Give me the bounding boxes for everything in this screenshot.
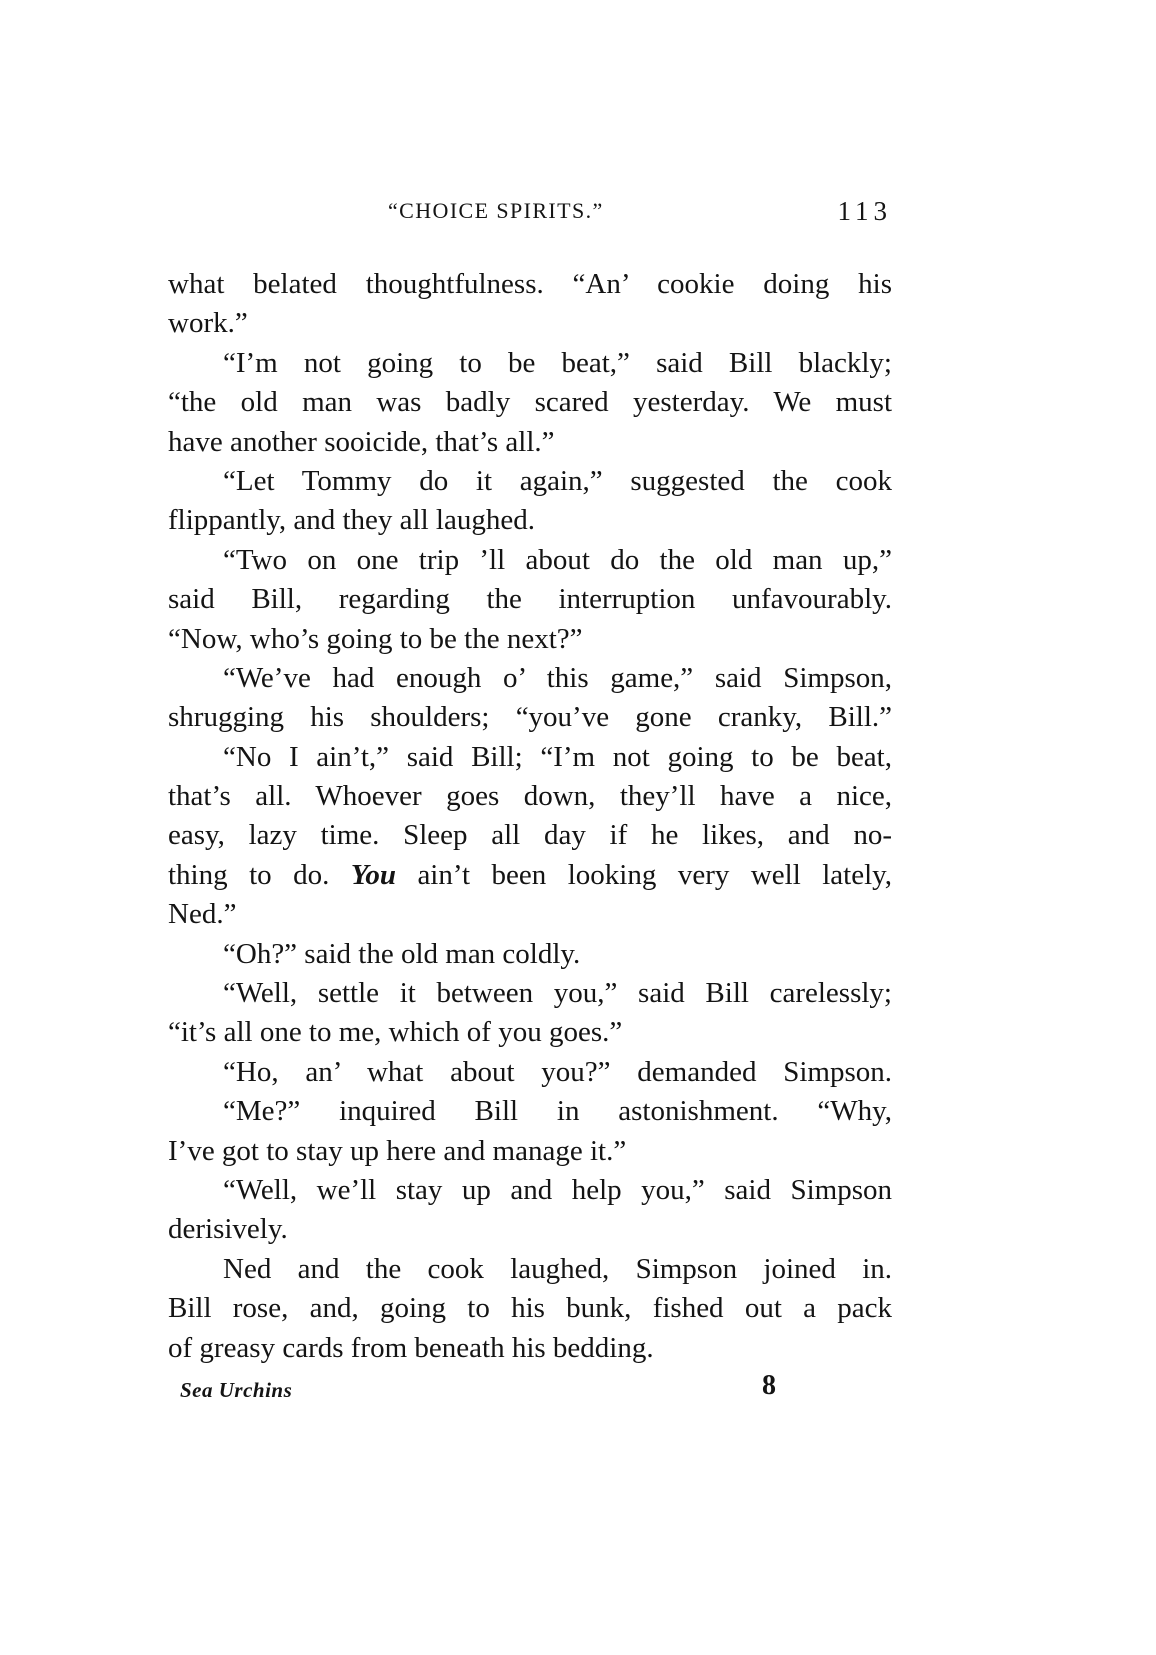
text-line: “it’s all one to me, which of you goes.” xyxy=(168,1016,623,1049)
signature-mark-title: Sea Urchins xyxy=(180,1378,293,1402)
text-line: Ned.” xyxy=(168,898,237,931)
text-line: have another sooicide, that’s all.” xyxy=(168,425,555,458)
running-title: “CHOICE SPIRITS.” xyxy=(388,198,604,223)
text-line: shrugging his shoulders; “you’ve gone cranky, Bill.” xyxy=(168,701,892,734)
text-line: Bill rose, and, going to his bunk, fished out a pack xyxy=(168,1292,892,1325)
text-line: “Now, who’s going to be the next?” xyxy=(168,622,583,655)
text-line: “Me?” inquired Bill in astonishment. “Why, xyxy=(223,1095,892,1128)
text-segment: thing to do. xyxy=(168,858,351,891)
body-text xyxy=(168,265,892,1368)
text-line: I’ve got to stay up here and manage it.” xyxy=(168,1134,627,1167)
text-line: “Let Tommy do it again,” suggested the cook xyxy=(223,464,892,497)
text-line: “Well, we’ll stay up and help you,” said Simpson xyxy=(223,1173,892,1206)
text-line: of greasy cards from beneath his bedding. xyxy=(168,1331,654,1364)
text-line: “I’m not going to be beat,” said Bill blackly; xyxy=(223,346,892,379)
text-line: “Oh?” said the old man coldly. xyxy=(223,937,581,970)
text-line: “Two on one trip ’ll about do the old man up,” xyxy=(223,543,892,576)
text-line: easy, lazy time. Sleep all day if he likes, and no- xyxy=(168,819,892,852)
running-head xyxy=(168,198,892,238)
emphasis-word: You xyxy=(350,858,396,891)
text-segment: ain’t been looking very well lately, xyxy=(395,858,892,891)
text-line: “the old man was badly scared yesterday. We must xyxy=(168,386,892,419)
text-line: what belated thoughtfulness. “An’ cookie doing his xyxy=(168,268,892,300)
text-line: derisively. xyxy=(168,1213,288,1246)
text-line: that’s all. Whoever goes down, they’ll have a nice, xyxy=(168,780,892,813)
text-line: “No I ain’t,” said Bill; “I’m not going to be beat, xyxy=(223,740,892,773)
text-line: flippantly, and they all laughed. xyxy=(168,504,535,537)
text-line: work.” xyxy=(168,307,248,340)
text-line: “Ho, an’ what about you?” demanded Simpson. xyxy=(223,1055,892,1088)
signature-mark-number: 8 xyxy=(762,1370,776,1401)
text-line: Ned and the cook laughed, Simpson joined in. xyxy=(223,1252,892,1285)
page-number: 113 xyxy=(837,196,892,226)
text-line: “We’ve had enough o’ this game,” said Simpson, xyxy=(223,661,892,694)
text-line xyxy=(168,856,892,895)
text-line: “Well, settle it between you,” said Bill carelessly; xyxy=(223,977,892,1010)
text-line: said Bill, regarding the interruption unfavourably. xyxy=(168,583,892,616)
